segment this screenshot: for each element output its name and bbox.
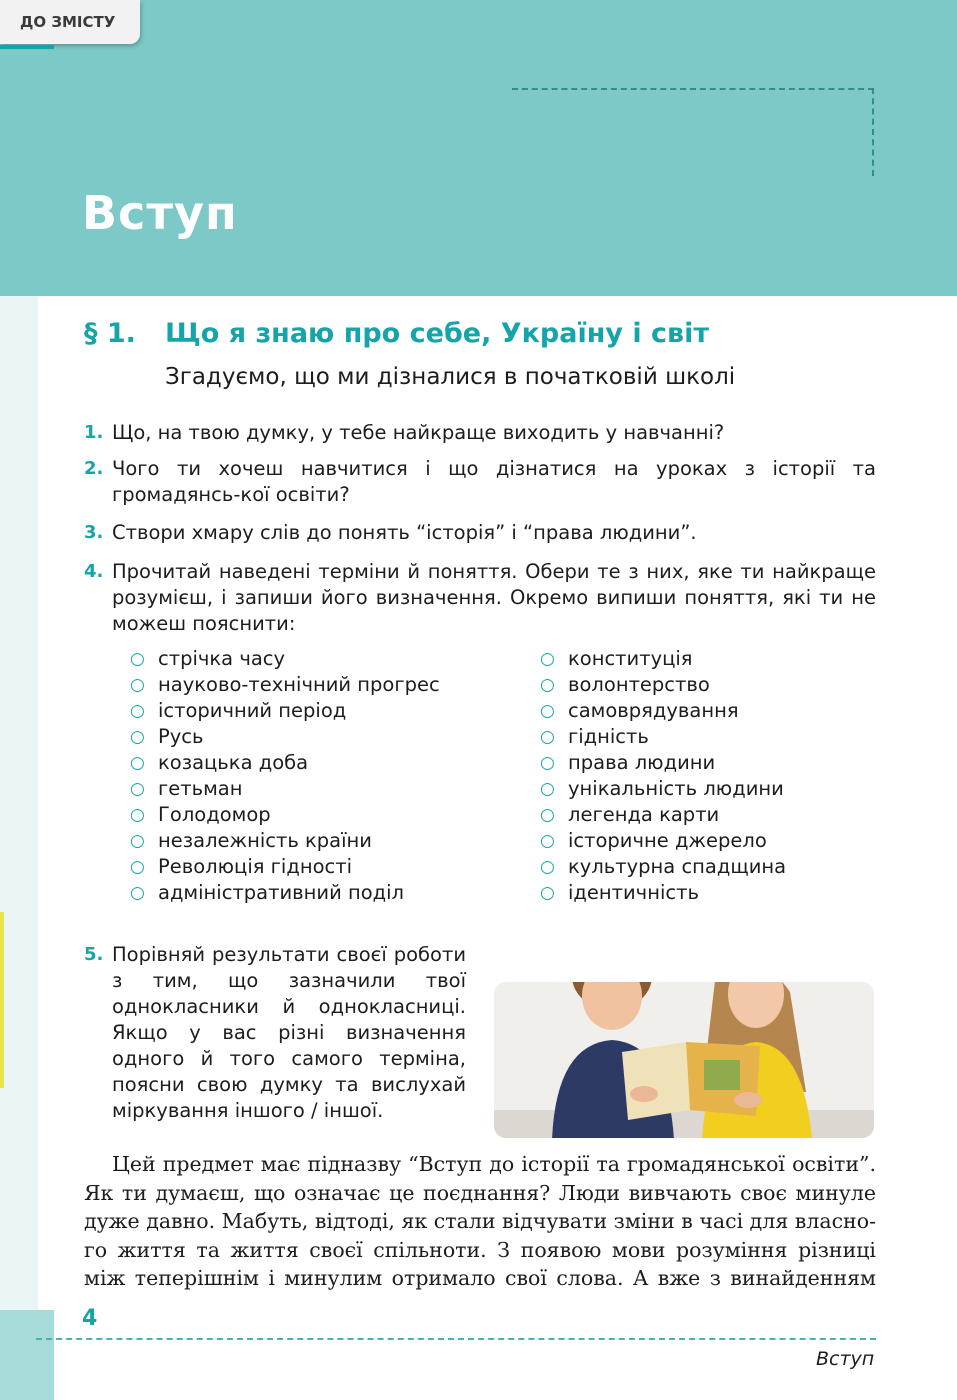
body-paragraph bbox=[84, 1150, 876, 1293]
task-number: 1. bbox=[84, 422, 104, 443]
bullet-icon: ○ bbox=[540, 727, 555, 747]
list-item: ○ науково-технічний прогрес bbox=[130, 673, 440, 696]
list-item: ○ Революція гідності bbox=[130, 855, 353, 878]
list-item: ○ самоврядування bbox=[540, 699, 739, 722]
task-text: Прочитай наведені терміни й поняття. Обери те з них, яке ти найкраще розумієш, і запиши його визначення. Окремо випиши поняття, які ти не можеш пояснити: bbox=[112, 560, 876, 635]
task-item bbox=[84, 559, 876, 637]
section-number: § 1. bbox=[84, 318, 136, 349]
chapter-header-band bbox=[0, 0, 957, 296]
list-item: ○ незалежність країни bbox=[130, 829, 372, 852]
paragraph-line: дуже давно. Мабуть, відтоді, як стали відчувати зміни в часі для власно- bbox=[84, 1209, 876, 1233]
bullet-icon: ○ bbox=[130, 805, 145, 825]
bullet-icon: ○ bbox=[130, 701, 145, 721]
bullet-icon: ○ bbox=[130, 779, 145, 799]
bullet-icon: ○ bbox=[130, 649, 145, 669]
list-item: ○ культурна спадщина bbox=[540, 855, 787, 878]
task-number: 2. bbox=[84, 458, 104, 479]
paragraph-line: го життя та життя своєї спільноти. З появою мови розуміння різниці bbox=[84, 1237, 876, 1262]
bullet-icon: ○ bbox=[130, 831, 145, 851]
bullet-icon: ○ bbox=[540, 675, 555, 695]
bullet-icon: ○ bbox=[540, 701, 555, 721]
bullet-icon: ○ bbox=[540, 753, 555, 773]
paragraph-line: Як ти думаєш, що означає це поєднання? Люди вивчають своє минуле bbox=[84, 1180, 876, 1205]
bullet-icon: ○ bbox=[130, 753, 145, 773]
list-item: ○ Голодомор bbox=[130, 803, 271, 826]
list-item: ○ легенда карти bbox=[540, 803, 720, 826]
task-number: 4. bbox=[84, 561, 104, 582]
task-item bbox=[84, 942, 466, 1124]
list-item: ○ історичний період bbox=[130, 699, 347, 722]
bullet-icon: ○ bbox=[540, 883, 555, 903]
section-title: Що я знаю про себе, Україну і світ bbox=[165, 318, 710, 349]
paragraph-line: між теперішнім і минулим отримало свої слова. А вже з винайденням bbox=[84, 1266, 876, 1290]
photo-illustration bbox=[494, 982, 874, 1138]
terms-list-right bbox=[540, 646, 786, 906]
list-item: ○ стрічка часу bbox=[130, 647, 286, 670]
list-item: ○ історичне джерело bbox=[540, 829, 767, 852]
section-subtitle: Згадуємо, що ми дізналися в початковій школі bbox=[165, 364, 736, 390]
left-margin-marker bbox=[0, 912, 4, 1088]
page-corner-block bbox=[0, 1310, 54, 1400]
back-button-underline bbox=[0, 45, 54, 49]
list-item: ○ гетьман bbox=[130, 777, 243, 800]
task-number: 5. bbox=[84, 944, 104, 965]
task-text: Створи хмару слів до понять “історія” і “права людини”. bbox=[112, 521, 697, 544]
terms-list-left bbox=[130, 646, 440, 906]
task-item bbox=[84, 456, 876, 508]
back-to-contents-button[interactable]: ДО ЗМІСТУ bbox=[0, 0, 140, 44]
list-item: ○ права людини bbox=[540, 751, 716, 774]
bullet-icon: ○ bbox=[540, 805, 555, 825]
bullet-icon: ○ bbox=[540, 649, 555, 669]
bullet-icon: ○ bbox=[540, 779, 555, 799]
page-number: 4 bbox=[82, 1306, 98, 1331]
task-text: Чого ти хочеш навчитися і що дізнатися на уроках з історії та громадянсь-кої освіти? bbox=[112, 457, 876, 506]
bullet-icon: ○ bbox=[540, 857, 555, 877]
list-item: ○ ідентичність bbox=[540, 881, 699, 904]
list-item: ○ адміністративний поділ bbox=[130, 881, 404, 904]
bullet-icon: ○ bbox=[540, 831, 555, 851]
task-item bbox=[84, 420, 876, 446]
bullet-icon: ○ bbox=[130, 857, 145, 877]
list-item: ○ гідність bbox=[540, 725, 649, 748]
bullet-icon: ○ bbox=[130, 675, 145, 695]
chapter-title: Вступ bbox=[82, 186, 238, 240]
running-title: Вступ bbox=[816, 1348, 875, 1370]
task-text: Що, на твою думку, у тебе найкраще виходить у навчанні? bbox=[112, 421, 725, 444]
list-item: ○ козацька доба bbox=[130, 751, 309, 774]
list-item: ○ волонтерство bbox=[540, 673, 710, 696]
bullet-icon: ○ bbox=[130, 883, 145, 903]
list-item: ○ Русь bbox=[130, 725, 204, 748]
paragraph-line: Цей предмет має підназву “Вступ до історії та громадянської освіти”. bbox=[112, 1152, 876, 1176]
footer-divider bbox=[36, 1338, 876, 1340]
list-item: ○ конституція bbox=[540, 647, 693, 670]
task-item bbox=[84, 520, 876, 546]
children-reading-photo bbox=[494, 982, 874, 1138]
task-number: 3. bbox=[84, 522, 104, 543]
list-item: ○ унікальність людини bbox=[540, 777, 784, 800]
header-dashed-frame bbox=[512, 88, 874, 176]
bullet-icon: ○ bbox=[130, 727, 145, 747]
left-margin-strip bbox=[0, 296, 38, 1400]
task-text: Порівняй результати своєї роботи з тим, що зазначили твої однокласники й однокласниці. Якщо у вас різні визначення одного й того самого терміна, поясни свою думку та вислухай міркування іншого / іншої. bbox=[112, 943, 466, 1122]
